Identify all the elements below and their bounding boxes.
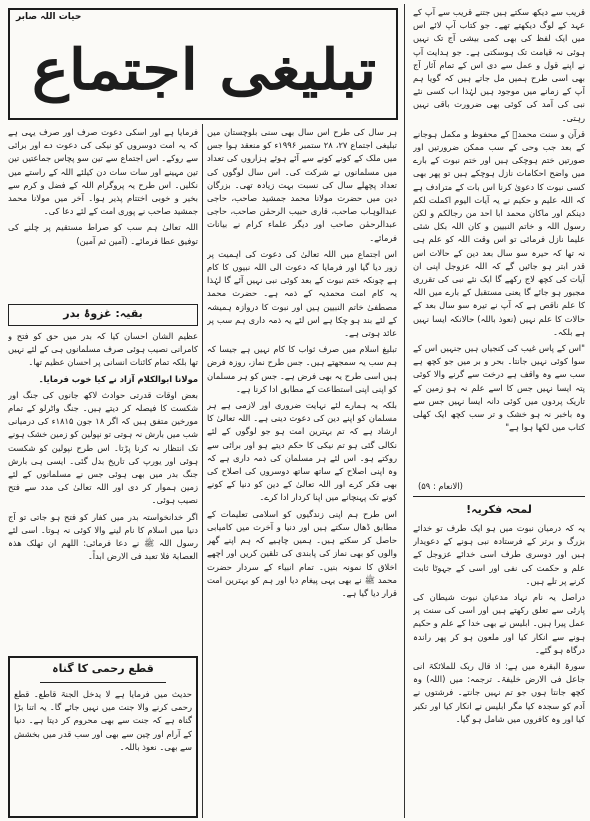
right-column bbox=[413, 6, 585, 478]
sidebar-heading: قطع رحمی کا گناہ bbox=[52, 662, 154, 675]
right-column-section bbox=[413, 522, 585, 818]
quran-reference: (الانعام : ۵۹) bbox=[418, 481, 463, 491]
continuation-paragraph: اگر خدانخواستہ بدر میں کفار کو فتح ہو جاتی تو آج دنیا میں اسلام کا نام لینے والا کوئی نہ ہوتا۔ اسی لئے رسول اللہ ﷺ نے دعا فرمائی: اللھم ان تھلک ھذہ العصابۃ فلا تعبد فی الارض ابداً۔ bbox=[8, 511, 198, 562]
middle-paragraph: تبلیغ اسلام میں صرف ثواب کا کام نہیں ہے جیسا کہ ہم سب یہ سمجھتے ہیں۔ جس طرح نماز، روزہ فرض ہیں اسی طرح یہ بھی فرض ہے۔ جس کو ہر مسلمان کو اپنی اپنی استطاعت کے مطابق ادا کرنا ہے۔ bbox=[207, 344, 397, 394]
right-paragraph: قرآن و سنت محمدؐ کے محفوظ و مکمل ہوجانے کے بعد جب وحی کے سب ممکن ضرورتیں اور صورتیں ختم ہوچکی ہیں اور ختم نبوت کے بارے میں واضح احکامات نازل ہوچکے ہیں تو پھر بھی کسی نبوت کا دعویٰ کرنا اس بات کے مترادف ہے کہ اللہ علیم و حکیم نے یہ آیات الیوم اکملت لکم دینکم اور ماکان محمد ابا احد من رجالکم و لکن رسول اللہ و خاتم النبیین و کان اللہ بکل شئی علیما نازل فرمائی تو اس وقت اللہ کو علم ہی نہ تھا کہ حیرہ سو سال بعد دین کے حالات اس قدر ابتر ہو جائیں گے کہ اللہ عزوجل اپنی ان آیات کی کچھ لاج رکھے گا ایک نئے نبی کی تقرری مجبور ہو جائے گا یعنی مستقبل کے بارے میں اللہ کا علم ناقص ہے کہ آپ نے تیرہ سو سال بعد کے حالات کا علم نہیں (نعوذ باللہ) حالانکہ ایسا نہیں ہے بلکہ۔ bbox=[413, 128, 585, 337]
left-column bbox=[8, 126, 198, 300]
left-paragraph: فرمایا ہے اور اسکی دعوت صرف اور صرف یہی ہے کہ یہ امت دوسروں کو نیکی کی دعوت دے اور برائی سے روکے۔ اس اجتماع سے تین سو پچاس جماعتیں تین تین مہینے اور سات سات دن کیلئے اللہ کے راستے میں نکلیں۔ اس طرح یہ پروگرام اللہ کے فضل و کرم سے بخیر و خوبی اختتام پذیر ہوا۔ آخر میں مولانا محمد جمشید صاحب نے پوری امت کے لئے دعا کی۔ bbox=[8, 127, 198, 217]
right-section-paragraph: یہ کہ درمیان نبوت میں ہو ایک طرف تو خدائے بزرگ و برتر کے فرستادہ نبی ہونے کے دعویدار ہیں اور دوسری طرف اسی خدائے عزوجل کے علم و حکمت کی نفی اور اسی کے جہوٹا ثابت کرنے پر تلے ہیں۔ bbox=[413, 523, 585, 586]
right-paragraph: "اس کے پاس غیب کی کنجیاں ہیں جنہیں اس کے سوا کوئی نہیں جانتا۔ بحر و بر میں جو کچھ ہے سب سے وہ واقف ہے درخت سے گرنے والا کوئی پتہ ایسا نہیں جس کا اسے علم نہ ہو زمین کے تاریک پردوں میں کوئی دانہ ایسا نہیں جس سے وہ باخبر نہ ہو خشک و تر سب کچھ ایک کھلی کتاب میں لکھا ہوا ہے" bbox=[413, 343, 585, 433]
left-paragraph: اللہ تعالیٰ ہم سب کو صراط مستقیم پر چلنے کی توفیق عطا فرمائے۔ (آمین ثم آمین) bbox=[8, 222, 198, 246]
section-heading: لمحہ فکریہ! bbox=[466, 503, 532, 516]
middle-paragraph: بلکہ یہ ہمارے لئے نہایت ضروری اور لازمی ہے ہر مسلمان کو اپنے دین کی دعوت دینی ہے۔ اللہ تعالیٰ کا ارشاد ہے کہ تم بہترین امت ہو جو لوگوں کے لئے نکالی گئی ہو تم نیکی کا حکم دیتے ہو اور برائی سے روکتے ہو۔ اس لئے ہر مسلمان کی ذمہ داری ہے کہ وہ اپنی اصلاح کے ساتھ ساتھ دوسروں کی اصلاح کی بھی فکر کرے اور اللہ تعالیٰ کے دین کو دنیا کے کونے کونے تک پہنچانے میں اپنا کردار ادا کرے۔ bbox=[207, 400, 397, 503]
continuation-paragraph: عظیم الشان احسان کیا کہ بدر میں حق کو فتح و کامرانی نصیب ہوئی صرف مسلمانوں ہی کے لئے نہیں تھا بلکہ تمام کائنات انسانی پر احسان عظیم تھا۔ bbox=[8, 331, 198, 368]
continuation-paragraph: بعض اوقات قدرتی حوادث لاکھ جانوں کی جنگ اور شکست کا فیصلہ کر دیتے ہیں۔ جنگ واٹرلو کے تمام مورخین متفق ہیں کہ اگر ۱۸ جون ۱۸۱۵ء کی درمیانی شب میں بارش نہ ہوتی تو نپولین کو زمین خشک ہونے تک انتظار نہ کرنا پڑتا۔ اس طرح نپولین کو شکست ہوئی اور یورپ کی تاریخ بدل گئی۔ ایسی ہی بارش جنگ بدر میں بھی ہوئی جس نے مسلمانوں کے لئے زمین ہموار کر دی اور اللہ تعالیٰ کی مدد سے فتح نصیب ہوئی۔ bbox=[8, 389, 198, 506]
middle-column bbox=[207, 126, 397, 818]
column-separator bbox=[202, 124, 203, 818]
right-section-paragraph: دراصل یہ نام نہاد مدعیان نبوت شیطان کی پارٹی سے تعلق رکھتے ہیں اور اسی کی سنت پر عمل پیرا ہیں۔ ابلیس نے بھی خدا کے علم و حکیم ہونے سے انکار کیا اور ملعون ہو کر پھر راندہ درگاہ ہو گئے۔ bbox=[413, 592, 585, 655]
column-separator bbox=[404, 4, 405, 818]
sidebar-paragraph: حدیث میں فرمایا ہے لا یدخل الجنۃ قاطع۔ قطع رحمی کرنے والا جنت میں نہیں جائے گا۔ یہ اتنا بڑا گناہ ہے کہ جنت سے بھی محروم کر دیتا ہے۔ دنیا کے آرام اور چین سے بھی اور سب قدر میں بخشش سے بھی۔ نعوذ باللہ۔ bbox=[14, 689, 192, 752]
continuation-paragraph: مولانا ابوالکلام آزاد نے کیا خوب فرمایا۔ bbox=[38, 373, 198, 384]
left-column-continuation bbox=[8, 330, 198, 650]
article-title: تبلیغی اجتماع bbox=[31, 36, 377, 103]
right-section-paragraph: سورۃ البقرہ میں ہے: اذ قال ربک للملائکۃ انی جاعل فی الارض خلیفۃ۔ ترجمہ: میں (اللہ) وہ کچھ جانتا ہوں جو تم نہیں جانتے۔ فرشتوں نے آدم کو سجدہ کیا مگر ابلیس نے انکار کیا اور تکبر کیا اور وہ کافروں میں شامل ہو گیا۔ bbox=[413, 661, 585, 724]
middle-paragraph: اس طرح ہم اپنی زندگیوں کو اسلامی تعلیمات کے مطابق ڈھال سکتے ہیں اور دنیا و آخرت میں کامیابی حاصل کر سکتے ہیں۔ ہمیں چاہیے کہ ہم اپنے گھر والوں کو بھی نماز کی پابندی کی تلقین کریں اور اچھے اخلاق کا نمونہ بنیں۔ تمام انبیاء کے سردار حضرت محمد ﷺ نے بھی یہی پیغام دیا اور ہم کو بہترین امت قرار دیا گیا ہے۔ bbox=[207, 508, 397, 598]
right-divider bbox=[413, 496, 585, 497]
article-author: حیات اللہ صابر bbox=[16, 12, 82, 22]
continuation-label: بقیہ: غزوۂ بدر bbox=[8, 304, 198, 326]
right-paragraph: قریب سے دیکھ سکتے ہیں جتنے قریب سے آپ کے عہد کے لوگ دیکھتے تھے۔ جو کتاب آپ لائے اس میں ایک لفظ کی بھی کمی بیشی آج تک نہیں ہوئی نہ قیامت تک ہوسکتی ہے۔ جو ہدایت آپ نے اپنے قول و عمل سے دی اس کے تمام آثار آج بھی اسی طرح ہمیں مل جاتے ہیں کہ گویا ہم آپ کے زمانے میں موجود ہیں لہٰذا اب کسی نئے نبی کی آمد کی کوئی بھی ضرورت باقی نہیں رہتی۔ bbox=[413, 7, 585, 123]
middle-paragraph: اس اجتماع میں اللہ تعالیٰ کی دعوت کی اہمیت پر زور دیا گیا اور فرمایا کہ دعوت الی اللہ نبیوں کا کام ہے چونکہ ختم نبوت کے بعد کوئی نبی نہیں آئے گا لہٰذا یہ کام امت محمدیہ کے ذمہ ہے۔ حضرت محمد مصطفیٰ خاتم النبیین ہیں اور نبوت کا دروازہ ہمیشہ کے لئے بند ہو چکا ہے اس لئے یہ ذمہ داری ہم سب پر عائد ہوتی ہے۔ bbox=[207, 248, 397, 339]
sidebar-heading-rule bbox=[40, 682, 166, 683]
sidebar-text bbox=[14, 688, 192, 814]
middle-paragraph: ہر سال کی طرح اس سال بھی سنی بلوچستان میں تبلیغی اجتماع ۲۷، ۲۸ ستمبر ۱۹۹۶ء کو منعقد ہوا جس میں ملک کے کونے کونے سے آئے ہوئے ہزاروں کی تعداد میں مسلمانوں نے شرکت کی۔ اس سال لوگوں کی تعداد پچھلے سال کی نسبت بہت زیادہ تھی۔ بزرگان دین میں حضرت مولانا محمد جمشید صاحب، حاجی عبدالوہاب صاحب، قاری حبیب الرحمٰن صاحب، حاجی عبدالرحمٰن صاحب اور دیگر علماء کرام نے بیانات فرمائے۔ bbox=[207, 127, 397, 243]
